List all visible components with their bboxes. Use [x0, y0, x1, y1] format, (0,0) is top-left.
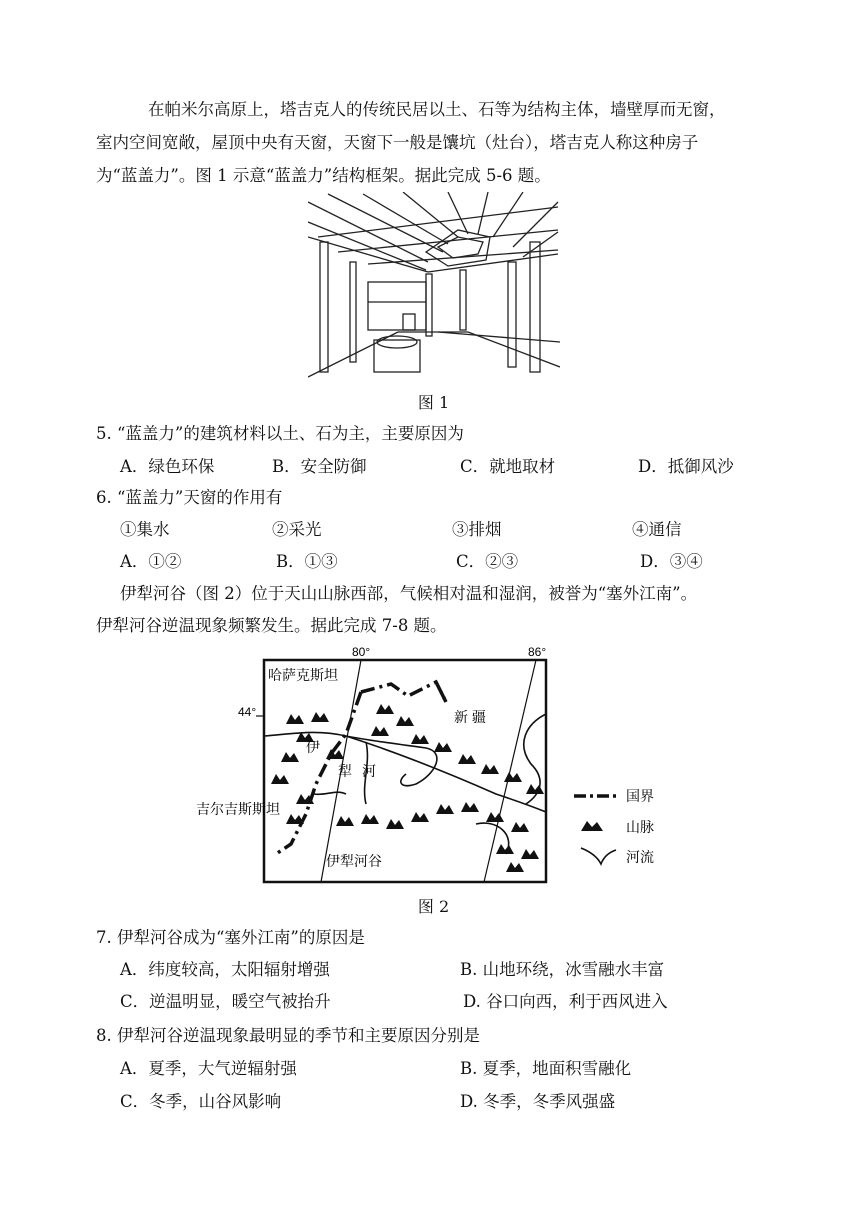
passage1-line1: 在帕米尔高原上，塔吉克人的传统民居以土、石等为结构主体，墙壁厚而无窗，: [148, 100, 726, 119]
q8-option-b[interactable]: B. 夏季，地面积雪融化: [460, 1059, 632, 1078]
passage1-line2: 室内空间宽敞，屋顶中央有天窗，天窗下一般是馕坑（灶台），塔吉克人称这种房子: [96, 133, 699, 152]
q6-item-1: ①集水: [120, 520, 170, 539]
label-river-char-2: 犁: [338, 763, 352, 779]
q6-option-a[interactable]: A．①②: [120, 552, 182, 571]
legend-river-label: 河流: [626, 849, 654, 865]
lon-label-86: 86°: [528, 645, 547, 659]
q6-item-2: ②采光: [272, 520, 322, 539]
legend-border-label: 国界: [626, 788, 654, 804]
figure2-map: [196, 644, 696, 886]
figure2-caption: 图 2: [417, 897, 450, 916]
mountains: [271, 704, 544, 872]
q7-option-a[interactable]: A．纬度较高，太阳辐射增强: [120, 960, 330, 979]
label-kyrgyzstan: 吉尔吉斯斯坦: [196, 801, 280, 817]
rivers: [264, 714, 546, 854]
q6-stem: 6. “蓝盖力”天窗的作用有: [96, 488, 283, 507]
map-legend: [574, 788, 654, 865]
q6-option-d[interactable]: D．③④: [640, 552, 703, 571]
lat-label: 44°: [238, 705, 257, 719]
label-xinjiang: 新 疆: [454, 709, 486, 725]
legend-mountain-label: 山脉: [626, 819, 654, 835]
q8-option-c[interactable]: C．冬季，山谷风影响: [120, 1092, 282, 1111]
q6-item-3: ③排烟: [452, 520, 502, 539]
figure1-caption: 图 1: [417, 393, 450, 412]
passage2-line1: 伊犁河谷（图 2）位于天山山脉西部，气候相对温和湿润，被誉为“塞外江南”。: [120, 584, 698, 603]
label-river-char-1: 伊: [306, 739, 320, 755]
q8-option-a[interactable]: A．夏季，大气逆辐射强: [120, 1059, 297, 1078]
q8-option-d[interactable]: D. 冬季，冬季风强盛: [460, 1092, 616, 1111]
label-kazakhstan: 哈萨克斯坦: [268, 667, 338, 683]
q8-stem: 8. 伊犁河谷逆温现象最明显的季节和主要原因分别是: [96, 1026, 480, 1045]
label-river-char-3: 河: [362, 763, 376, 779]
q6-option-b[interactable]: B．①③: [276, 552, 338, 571]
q7-stem: 7. 伊犁河谷成为“塞外江南”的原因是: [96, 928, 365, 947]
q5-option-d[interactable]: D．抵御风沙: [638, 457, 734, 476]
national-border: [276, 682, 446, 854]
q6-item-4: ④通信: [632, 520, 682, 539]
q5-option-b[interactable]: B．安全防御: [272, 457, 367, 476]
q7-option-c[interactable]: C．逆温明显，暖空气被抬升: [120, 992, 331, 1011]
q5-option-c[interactable]: C．就地取材: [460, 457, 556, 476]
passage1-line3: 为“蓝盖力”。图 1 示意“蓝盖力”结构框架。据此完成 5-6 题。: [96, 166, 551, 185]
q6-option-c[interactable]: C．②③: [456, 552, 519, 571]
label-ili-valley: 伊犁河谷: [326, 853, 382, 869]
q5-option-a[interactable]: A．绿色环保: [120, 457, 215, 476]
q7-option-b[interactable]: B. 山地环绕，冰雪融水丰富: [460, 960, 665, 979]
lon-label-80: 80°: [352, 645, 371, 659]
passage2-line2: 伊犁河谷逆温现象频繁发生。据此完成 7-8 题。: [96, 616, 447, 635]
q7-option-d[interactable]: D. 谷口向西，利于西风进入: [463, 992, 668, 1011]
figure1-house-sketch: [308, 192, 560, 384]
q5-stem: 5. “蓝盖力”的建筑材料以土、石为主，主要原因为: [96, 424, 464, 443]
